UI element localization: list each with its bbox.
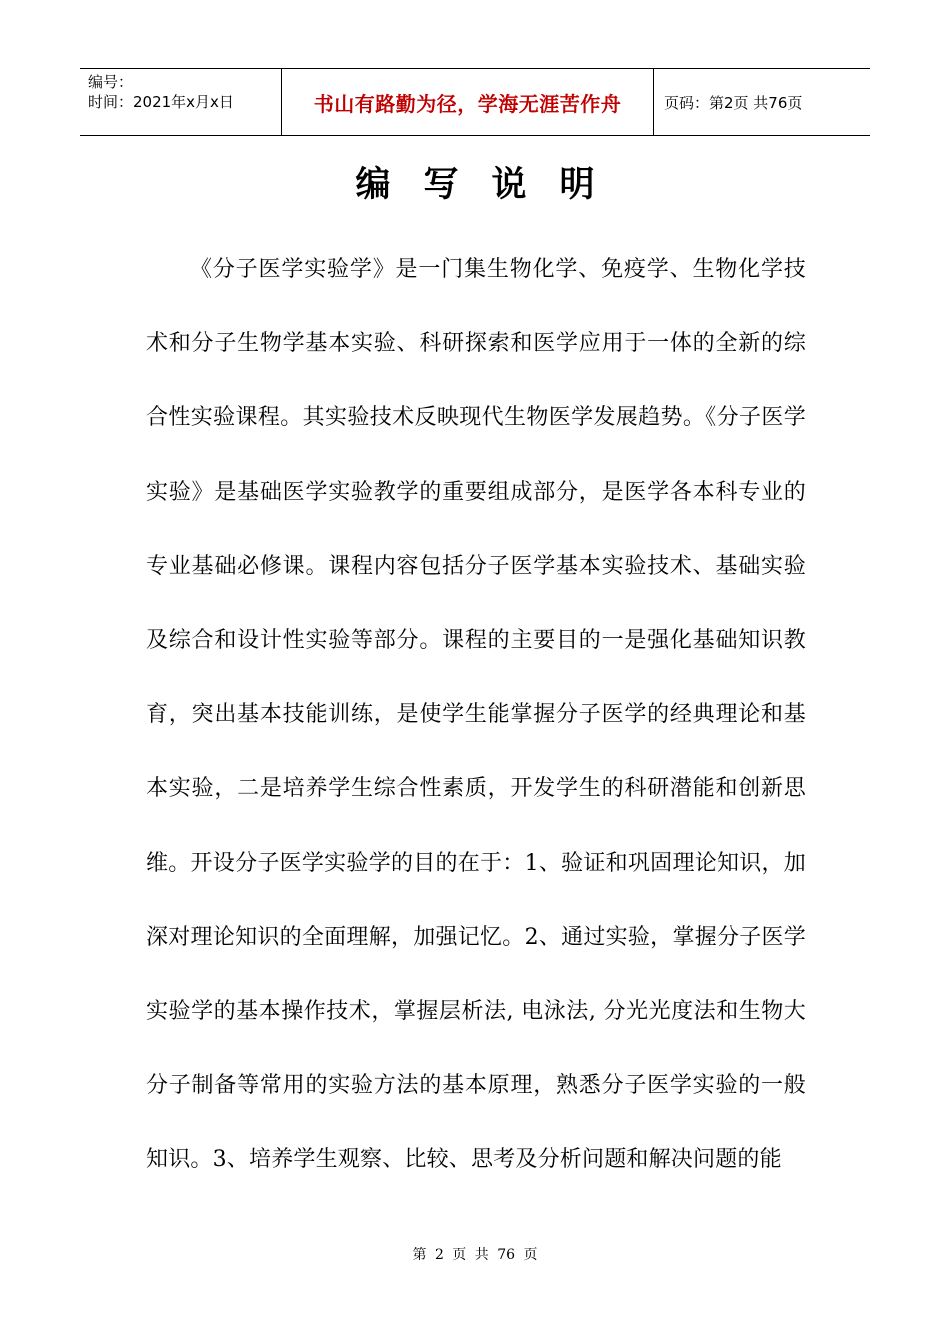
document-title: 编写说明 (355, 164, 628, 205)
document-header (80, 68, 870, 136)
header-meta-cell (80, 69, 282, 135)
document-time-label: 时间：2021年x月x日 (88, 93, 234, 111)
page-footer: 第 2 页 共 76 页 (412, 1247, 538, 1263)
header-page-info: 页码：第2页 共76页 (664, 93, 803, 112)
header-motto: 书山有路勤为径，学海无涯苦作舟 (282, 69, 654, 135)
body-paragraph: 《分子医学实验学》是一门集生物化学、免疫学、生物化学技术和分子生物学基本实验、科研探索和医学应用于一体的全新的综合性实验课程。其实验技术反映现代生物医学发展趋势。《分子医学实验》是基础医学实验教学的重要组成部分，是医学各本科专业的专业基础必修课。课程内容包括分子医学基本实验技术、基础实验及综合和设计性实验等部分。课程的主要目的一是强化基础知识教育，突出基本技能训练，是使学生能掌握分子医学的经典理论和基本实验，二是培养学生综合性素质，开发学生的科研潜能和创新思维。开设分子医学实验学的目的在于：1、验证和巩固理论知识，加深对理论知识的全面理解，加强记忆。2、通过实验，掌握分子医学实验学的基本操作技术，掌握层析法, 电泳法, 分光光度法和生物大分子制备等常用的实验方法的基本原理，熟悉分子医学实验的一般知识。3、培养学生观察、比较、思考及分析问题和解决问题的能 (146, 257, 806, 1173)
document-number-label: 编号： (88, 73, 134, 91)
